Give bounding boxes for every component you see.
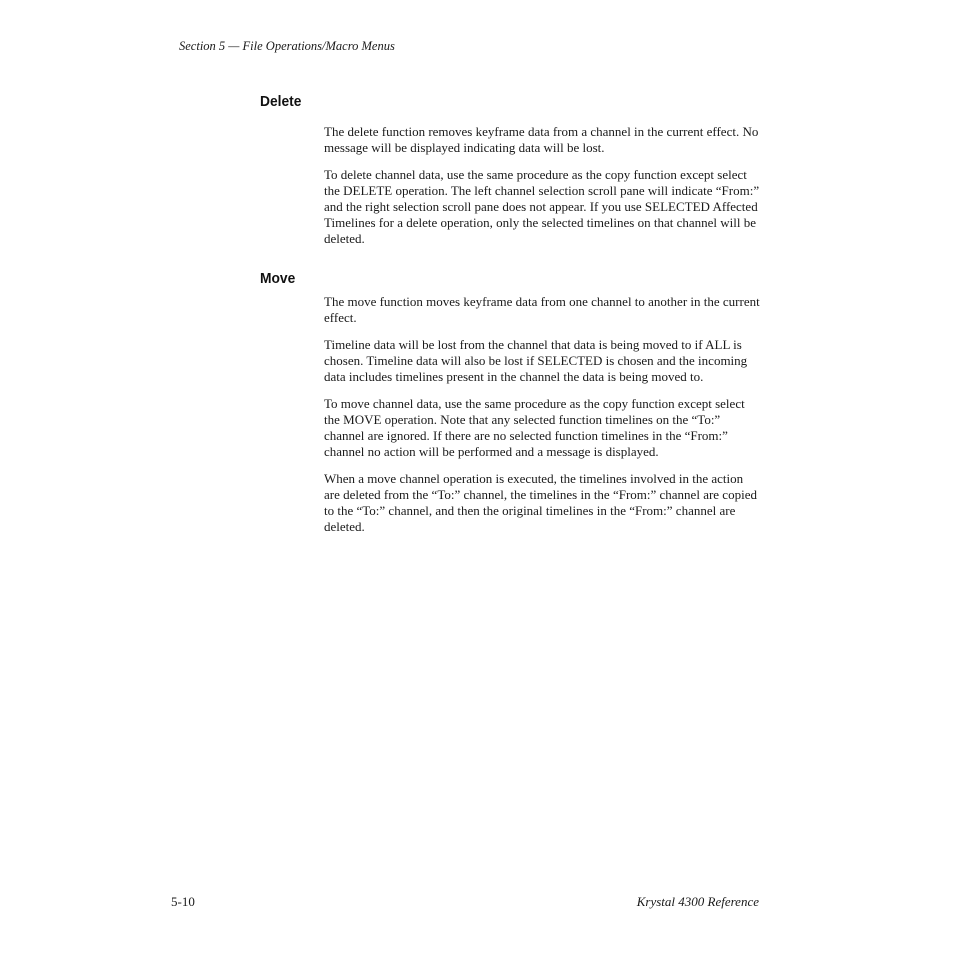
paragraph: When a move channel operation is executed, the timelines involved in the action are deleted from the “To:” channel, the timelines in the “From:” channel are copied to the “To:” channel, and then the original timelines in the “From:” channel are deleted. bbox=[324, 471, 757, 534]
paragraph: Timeline data will be lost from the channel that data is being moved to if ALL is chosen. Timeline data will also be lost if SELECTED is chosen and the incoming data includes timelines present in the channel the data is being moved to. bbox=[324, 337, 748, 384]
paragraph: To delete channel data, use the same procedure as the copy function except select the DELETE operation. The left channel selection scroll pane will indicate “From:” and the right selection scroll pane does not appear. If you use SELECTED Affected Timelines for a delete operation, only the selected timelines on that channel will be deleted. bbox=[324, 167, 760, 246]
paragraph: To move channel data, use the same procedure as the copy function except select the MOVE operation. Note that any selected function timelines on the “To:” channel are ignored. If there are no selected function timelines in the “From:” channel no action will be performed and a message is displayed. bbox=[324, 396, 745, 459]
section-heading-move: Move bbox=[260, 270, 296, 287]
move-section-body bbox=[324, 294, 760, 546]
paragraph: The delete function removes keyframe data from a channel in the current effect. No message will be displayed indicating data will be lost. bbox=[324, 124, 759, 155]
page-number: 5-10 bbox=[171, 894, 195, 909]
section-heading-delete: Delete bbox=[260, 93, 302, 110]
delete-section-body bbox=[324, 124, 760, 258]
running-header: Section 5 — File Operations/Macro Menus bbox=[179, 39, 395, 53]
book-title: Krystal 4300 Reference bbox=[636, 894, 759, 909]
paragraph: The move function moves keyframe data from one channel to another in the current effect. bbox=[324, 294, 760, 325]
